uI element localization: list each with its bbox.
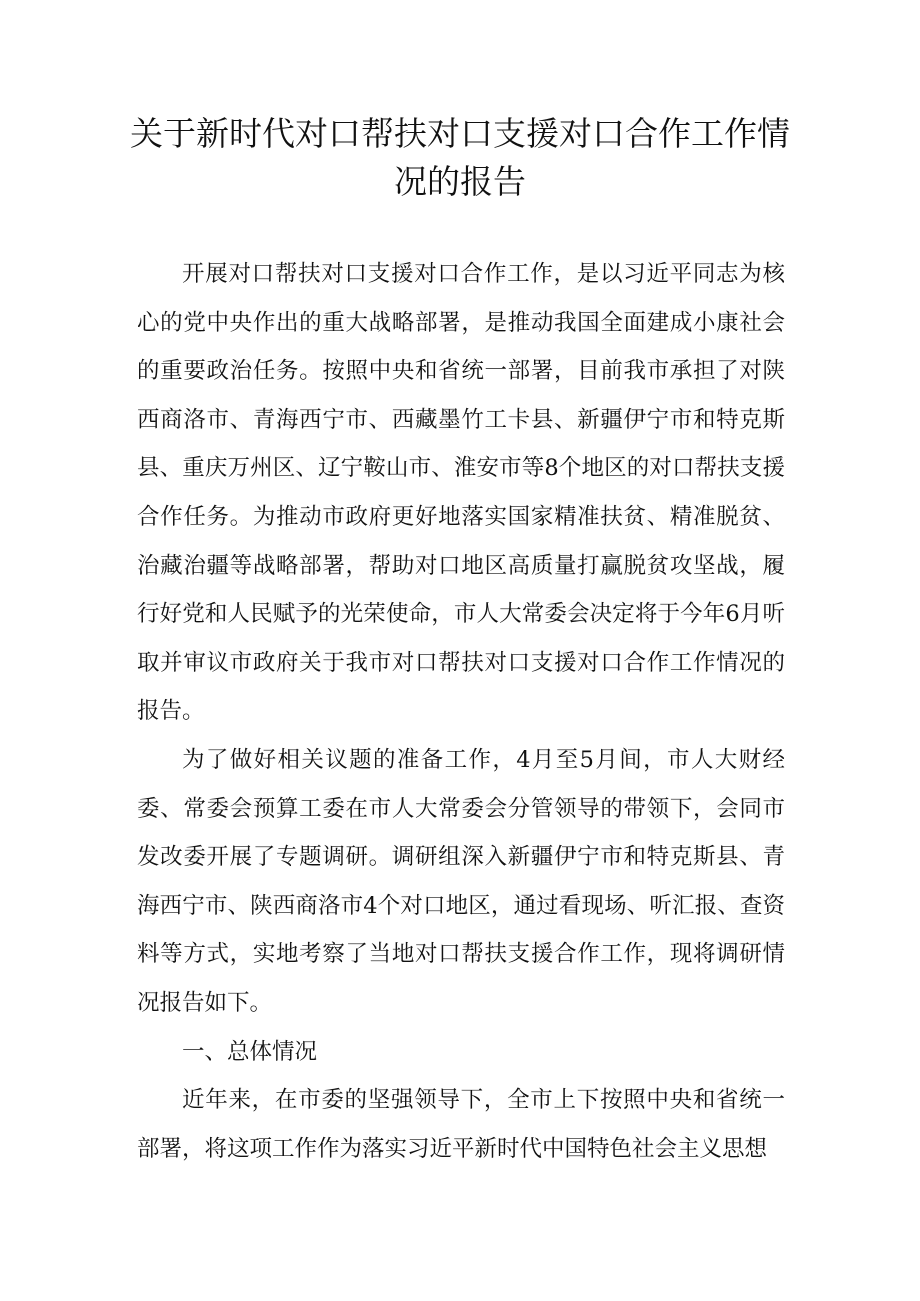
paragraph-overview: 近年来，在市委的坚强领导下，全市上下按照中央和省统一部署，将这项工作作为落实习近平新时代中国特色社会主义思想 [137, 1087, 785, 1162]
paragraph-research: 为了做好相关议题的准备工作，4月至5月间，市人大财经委、常委会预算工委在市人大常委会分管领导的带领下，会同市发改委开展了专题调研。调研组深入新疆伊宁市和特克斯县、青海西宁市、陕西商洛市4个对口地区，通过看现场、听汇报、查资料等方式，实地考察了当地对口帮扶支援合作工作，现将调研情况报告如下。 [137, 746, 785, 1016]
section-heading: 一、总体情况 [182, 1038, 318, 1065]
document-body [137, 250, 785, 1173]
document-title: 关于新时代对口帮扶对口支援对口合作工作情况的报告 [130, 114, 790, 201]
paragraph-intro: 开展对口帮扶对口支援对口合作工作，是以习近平同志为核心的党中央作出的重大战略部署，是推动我国全面建成小康社会的重要政治任务。按照中央和省统一部署，目前我市承担了对陕西商洛市、青海西宁市、西藏墨竹工卡县、新疆伊宁市和特克斯县、重庆万州区、辽宁鞍山市、淮安市等8个地区的对口帮扶支援合作任务。为推动市政府更好地落实国家精准扶贫、精准脱贫、治藏治疆等战略部署，帮助对口地区高质量打赢脱贫攻坚战，履行好党和人民赋予的光荣使命，市人大常委会决定将于今年6月听取并审议市政府关于我市对口帮扶对口支援对口合作工作情况的报告。 [137, 261, 785, 725]
